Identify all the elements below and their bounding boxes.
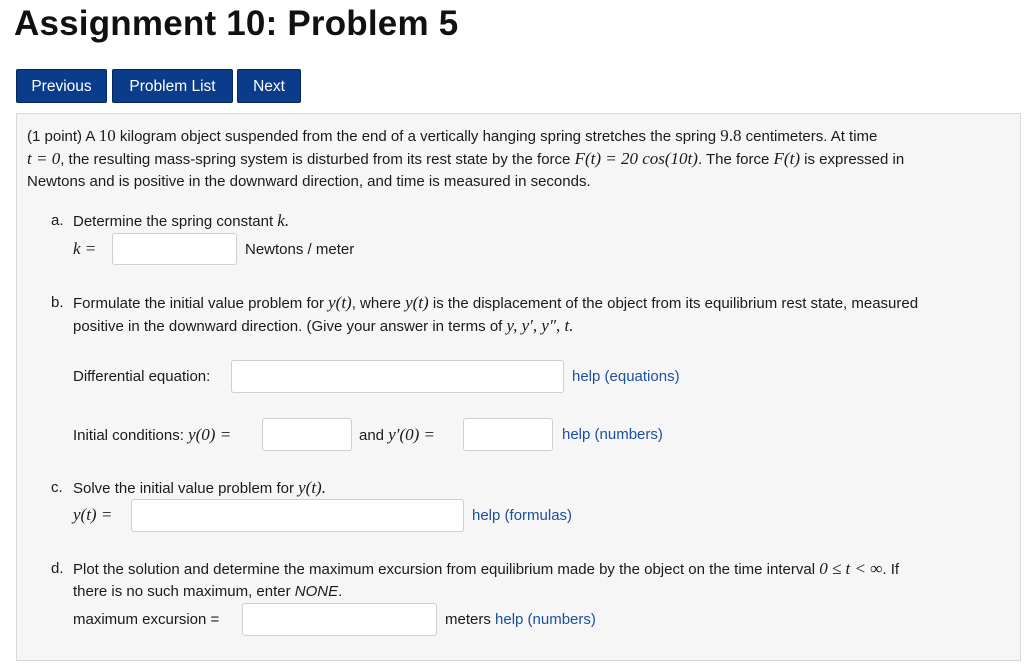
part-b-marker: b. <box>51 294 64 311</box>
problem-panel <box>16 113 1021 661</box>
initial-velocity-input[interactable] <box>463 418 553 451</box>
solution-input[interactable] <box>131 499 464 532</box>
previous-button[interactable]: Previous <box>16 69 107 103</box>
help-formulas-link[interactable]: help (formulas) <box>472 507 573 524</box>
part-d-prompt-line-2: there is no such maximum, enter NONE. <box>73 583 343 600</box>
problem-intro-line-3: Newtons and is positive in the downward direction, and time is measured in seconds. <box>27 173 591 190</box>
part-d-unit-help: meters help (numbers) <box>445 611 596 628</box>
problem-list-button[interactable]: Problem List <box>112 69 233 103</box>
differential-equation-input[interactable] <box>231 360 564 393</box>
help-numbers-link-1[interactable]: help (numbers) <box>562 426 663 443</box>
part-d-prompt-line-1: Plot the solution and determine the maximum excursion from equilibrium made by the object on the time interval 0 ≤ t < ∞. If <box>73 559 900 578</box>
part-a-k-label: k = <box>73 239 97 258</box>
help-equations-link[interactable]: help (equations) <box>572 368 680 385</box>
initial-position-input[interactable] <box>262 418 352 451</box>
part-c-marker: c. <box>51 479 63 496</box>
next-button[interactable]: Next <box>237 69 301 103</box>
spring-constant-input[interactable] <box>112 233 237 265</box>
maximum-excursion-label: maximum excursion = <box>73 611 220 628</box>
part-b-prompt-line-1: Formulate the initial value problem for y(t), where y(t) is the displacement of the object from its equilibrium rest state, measured <box>73 293 919 312</box>
part-c-prompt: Solve the initial value problem for y(t). <box>73 478 326 497</box>
part-a-unit: Newtons / meter <box>245 241 355 258</box>
help-numbers-link-2[interactable]: help (numbers) <box>495 611 596 628</box>
maximum-excursion-input[interactable] <box>242 603 437 636</box>
problem-intro-line-1: (1 point) A 10 kilogram object suspended from the end of a vertically hanging spring stretches the spring 9.8 centimeters. At time <box>27 126 878 145</box>
part-d-marker: d. <box>51 560 64 577</box>
initial-velocity-label: and y′(0) = <box>359 425 436 444</box>
initial-conditions-label: Initial conditions: y(0) = <box>73 425 232 444</box>
part-b-prompt-line-2: positive in the downward direction. (Give your answer in terms of y, y′, y″, t. <box>73 316 574 335</box>
part-a-prompt: Determine the spring constant k. <box>73 211 290 230</box>
page-title: Assignment 10: Problem 5 <box>14 4 459 43</box>
part-c-y-label: y(t) = <box>73 505 113 524</box>
part-a-marker: a. <box>51 212 64 229</box>
differential-equation-label: Differential equation: <box>73 368 211 385</box>
problem-intro-line-2: t = 0, the resulting mass-spring system is disturbed from its rest state by the force F(t) = 20 cos(10t). The force F(t) is expressed in <box>27 149 905 168</box>
